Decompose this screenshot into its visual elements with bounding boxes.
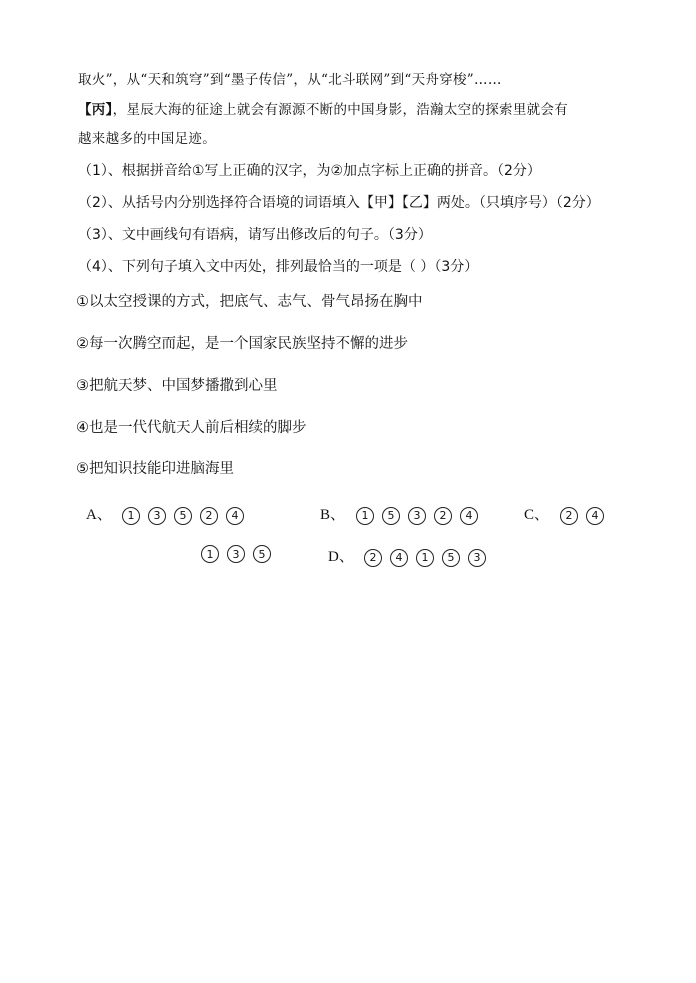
sentence-1: ①以太空授课的方式，把底气、志气、骨气昂扬在胸中: [76, 294, 423, 310]
question-4: （4）、下列句子填入文中丙处，排列最恰当的一项是（ ）（3分）: [78, 259, 479, 275]
option-sequence: [560, 507, 604, 525]
option-sequence: [356, 507, 478, 525]
option-c: [524, 503, 604, 525]
circled-number: 2: [200, 507, 218, 525]
circled-number: 5: [174, 507, 192, 525]
option-a: [86, 503, 244, 525]
circled-number: 1: [122, 507, 140, 525]
circled-number: 5: [382, 507, 400, 525]
bracket-bing: 【丙】: [78, 102, 113, 118]
circled-number: 3: [408, 507, 426, 525]
circled-number: 4: [460, 507, 478, 525]
circled-number: 4: [226, 507, 244, 525]
option-letter: A、: [86, 507, 112, 523]
passage-line-2: [78, 102, 568, 118]
circled-number: 2: [364, 549, 382, 567]
circled-number: 4: [390, 549, 408, 567]
option-sequence: [122, 507, 244, 525]
circled-number: 2: [434, 507, 452, 525]
option-d: [328, 545, 486, 567]
circled-number: 5: [442, 549, 460, 567]
circled-number: 3: [227, 545, 245, 563]
circled-number: 3: [148, 507, 166, 525]
sentence-3: ③把航天梦、中国梦播撒到心里: [76, 378, 278, 394]
circled-number: 2: [560, 507, 578, 525]
circled-number: 3: [468, 549, 486, 567]
question-2: （2）、从括号内分别选择符合语境的词语填入【甲】【乙】两处。（只填序号）（2分）: [78, 195, 600, 211]
sentence-2: ②每一次腾空而起，是一个国家民族坚持不懈的进步: [76, 336, 408, 352]
option-letter: B、: [320, 507, 346, 523]
option-c-continued: [201, 545, 271, 563]
passage-line-3: 越来越多的中国足迹。: [78, 131, 216, 147]
circled-number: 1: [416, 549, 434, 567]
passage-line-2-text: ，星辰大海的征途上就会有源源不断的中国身影，浩瀚太空的探索里就会有: [112, 102, 569, 118]
sentence-4: ④也是一代代航天人前后相续的脚步: [76, 420, 307, 436]
option-sequence: [364, 549, 486, 567]
circled-number: 1: [356, 507, 374, 525]
sentence-5: ⑤把知识技能印进脑海里: [76, 461, 234, 477]
question-1: （1）、根据拼音给①写上正确的汉字，为②加点字标上正确的拼音。（2分）: [78, 163, 541, 179]
circled-number: 1: [201, 545, 219, 563]
option-b: [320, 503, 478, 525]
circled-number: 5: [253, 545, 271, 563]
question-3: （3）、文中画线句有语病，请写出修改后的句子。（3分）: [78, 227, 432, 243]
passage-line-1: 取火”，从“天和筑穹”到“墨子传信”，从“北斗联网”到“天舟穿梭”……: [78, 72, 502, 88]
option-letter: C、: [524, 507, 550, 523]
circled-number: 4: [586, 507, 604, 525]
option-letter: D、: [328, 549, 354, 565]
option-sequence: [201, 545, 271, 563]
